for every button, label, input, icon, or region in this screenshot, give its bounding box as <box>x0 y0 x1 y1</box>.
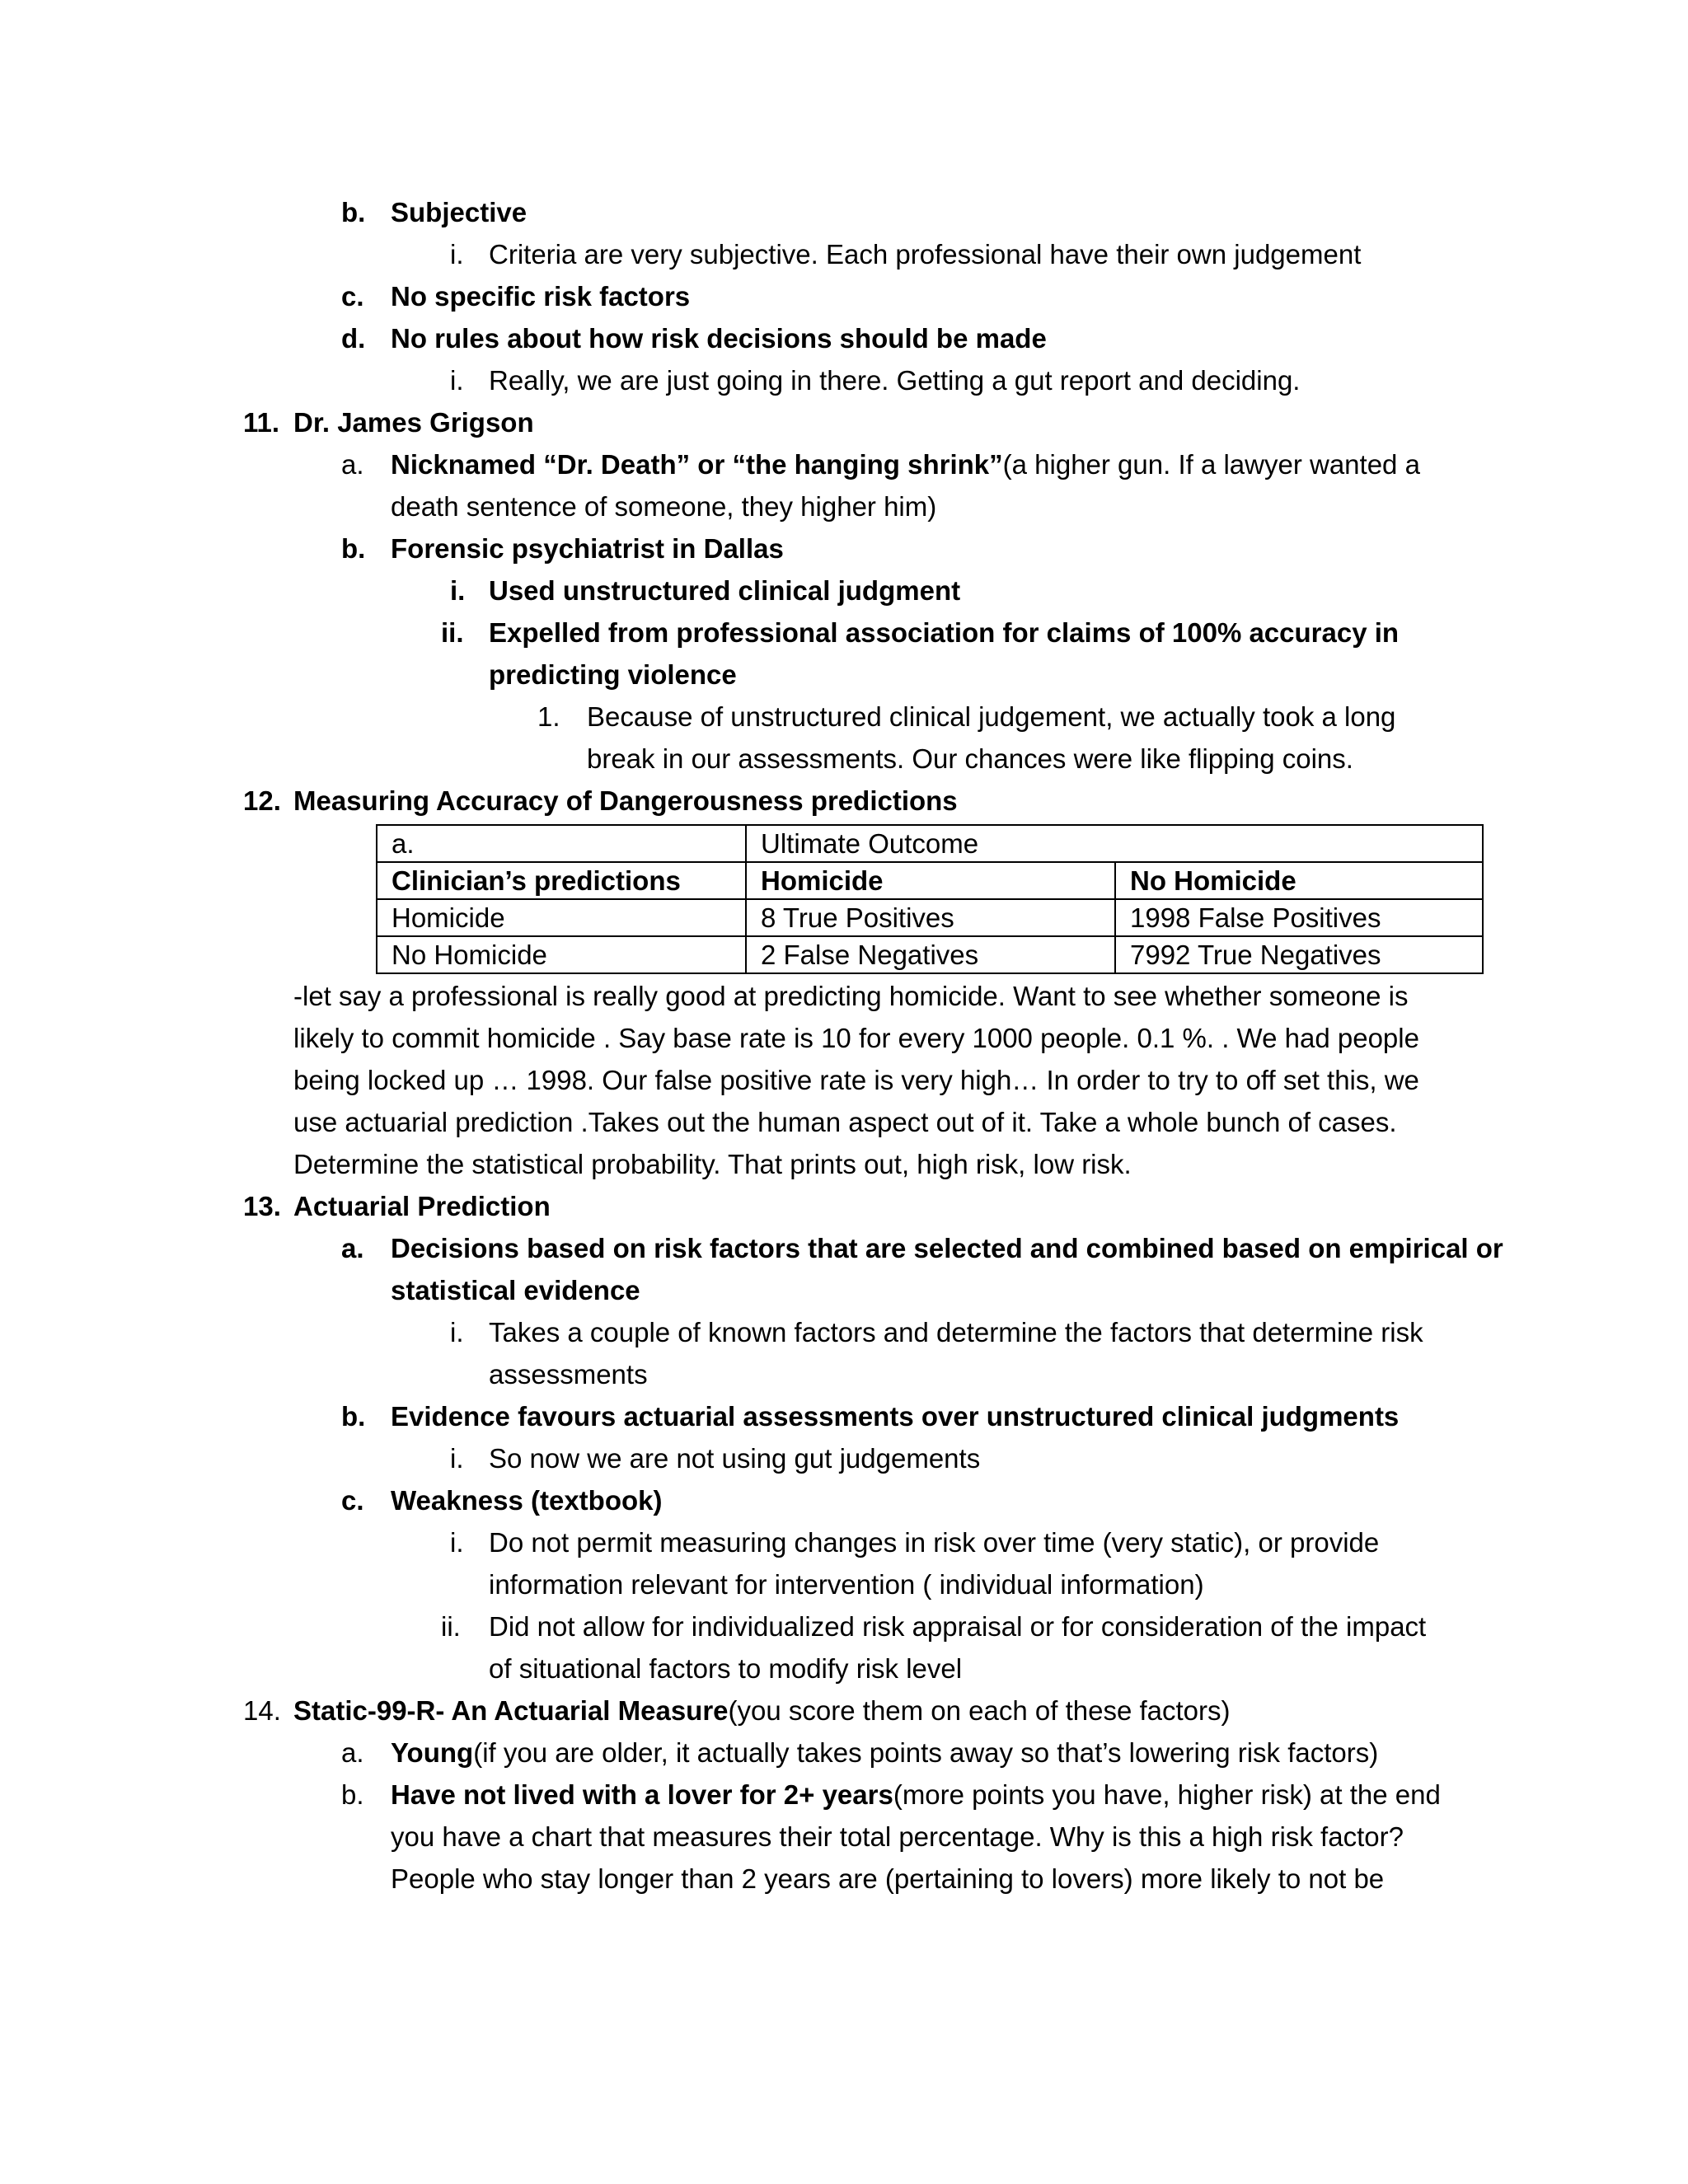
list-marker: ii. <box>441 1611 461 1642</box>
list-marker: ii. <box>441 617 464 648</box>
paragraph-text: -let say a professional is really good at predicting homicide. Want to see whether someone is <box>293 981 1409 1011</box>
table-cell: Homicide <box>377 899 746 936</box>
table-cell: a. <box>377 825 746 862</box>
item-heading: Forensic psychiatrist in Dallas <box>391 533 784 564</box>
item-heading: No specific risk factors <box>391 281 691 312</box>
table-header-cell: Clinician’s predictions <box>377 862 746 899</box>
item-text: Did not allow for individualized risk appraisal or for consideration of the impact <box>489 1611 1427 1642</box>
item-heading: statistical evidence <box>391 1275 640 1305</box>
table-row <box>377 936 1483 973</box>
table-cell: 8 True Positives <box>746 899 1115 936</box>
table-row <box>377 825 1483 862</box>
item-text: information relevant for intervention ( individual information) <box>489 1569 1204 1600</box>
list-marker: a. <box>341 1737 364 1768</box>
table-header-cell: No Homicide <box>1115 862 1483 899</box>
paragraph-text: likely to commit homicide . Say base rate is 10 for every 1000 people. 0.1 %. . We had people <box>293 1023 1419 1053</box>
paragraph-text: being locked up … 1998. Our false positive rate is very high… In order to try to off set this, we <box>293 1065 1419 1095</box>
list-marker: b. <box>341 533 366 564</box>
item-heading: Evidence favours actuarial assessments over unstructured clinical judgments <box>391 1401 1400 1432</box>
list-marker: i. <box>450 239 464 269</box>
table-cell: 1998 False Positives <box>1115 899 1483 936</box>
section-title: Static-99-R- An Actuarial Measure <box>293 1695 729 1726</box>
item-heading: Subjective <box>391 197 528 227</box>
item-text: Really, we are just going in there. Getting a gut report and deciding. <box>489 365 1301 396</box>
table-cell: 7992 True Negatives <box>1115 936 1483 973</box>
item-heading: Decisions based on risk factors that are selected and combined based on empirical or <box>391 1233 1503 1263</box>
item-text: of situational factors to modify risk level <box>489 1653 963 1684</box>
table-header-cell: Homicide <box>746 862 1115 899</box>
list-marker: i. <box>450 575 466 606</box>
item-text: Do not permit measuring changes in risk over time (very static), or provide <box>489 1527 1380 1558</box>
item-text: Takes a couple of known factors and determine the factors that determine risk <box>489 1317 1423 1347</box>
item-text: People who stay longer than 2 years are (pertaining to lovers) more likely to not be <box>391 1863 1385 1894</box>
item-text: Criteria are very subjective. Each professional have their own judgement <box>489 239 1362 269</box>
section-number: 12. <box>243 785 281 816</box>
paragraph-text: use actuarial prediction .Takes out the human aspect out of it. Take a whole bunch of cases. <box>293 1107 1397 1137</box>
section-title: Dr. James Grigson <box>293 407 534 438</box>
list-marker: 1. <box>537 701 560 732</box>
item-text: Because of unstructured clinical judgement, we actually took a long <box>587 701 1396 732</box>
item-text: So now we are not using gut judgements <box>489 1443 981 1474</box>
item-heading: Have not lived with a lover for 2+ years <box>391 1779 893 1810</box>
list-marker: i. <box>450 1317 464 1347</box>
list-marker: a. <box>341 1233 364 1263</box>
table-cell: No Homicide <box>377 936 746 973</box>
item-text: (a higher gun. If a lawyer wanted a <box>1002 449 1420 480</box>
list-marker: c. <box>341 281 364 312</box>
section-title: Measuring Accuracy of Dangerousness predictions <box>293 785 958 816</box>
list-marker: a. <box>341 449 364 480</box>
list-marker: i. <box>450 1527 464 1558</box>
item-text: death sentence of someone, they higher him) <box>391 491 937 522</box>
accuracy-table <box>376 824 1484 974</box>
list-marker: i. <box>450 365 464 396</box>
section-title: Actuarial Prediction <box>293 1191 551 1221</box>
section-number: 14. <box>243 1695 281 1726</box>
list-marker: b. <box>341 1779 364 1810</box>
section-number: 11. <box>243 407 280 438</box>
item-text: you have a chart that measures their total percentage. Why is this a high risk factor? <box>391 1821 1404 1852</box>
list-marker: b. <box>341 197 366 227</box>
item-heading: Young <box>391 1737 474 1768</box>
item-text: assessments <box>489 1359 648 1390</box>
list-marker: i. <box>450 1443 464 1474</box>
item-text: (if you are older, it actually takes points away so that’s lowering risk factors) <box>473 1737 1379 1768</box>
section-number: 13. <box>243 1191 281 1221</box>
list-marker: d. <box>341 323 366 354</box>
table-header-cell: Ultimate Outcome <box>746 825 1483 862</box>
list-marker: c. <box>341 1485 364 1516</box>
item-heading: Used unstructured clinical judgment <box>489 575 961 606</box>
item-heading: Nicknamed “Dr. Death” or “the hanging shrink” <box>391 449 1003 480</box>
table-cell: 2 False Negatives <box>746 936 1115 973</box>
item-heading: predicting violence <box>489 659 737 690</box>
paragraph-text: Determine the statistical probability. That prints out, high risk, low risk. <box>293 1149 1132 1179</box>
table-row <box>377 899 1483 936</box>
table-row <box>377 862 1483 899</box>
item-heading: Weakness (textbook) <box>391 1485 663 1516</box>
item-heading: No rules about how risk decisions should be made <box>391 323 1047 354</box>
item-text: (more points you have, higher risk) at the end <box>893 1779 1441 1810</box>
item-text: break in our assessments. Our chances were like flipping coins. <box>587 743 1353 774</box>
list-marker: b. <box>341 1401 366 1432</box>
item-heading: Expelled from professional association for claims of 100% accuracy in <box>489 617 1400 648</box>
item-text: (you score them on each of these factors) <box>728 1695 1231 1726</box>
